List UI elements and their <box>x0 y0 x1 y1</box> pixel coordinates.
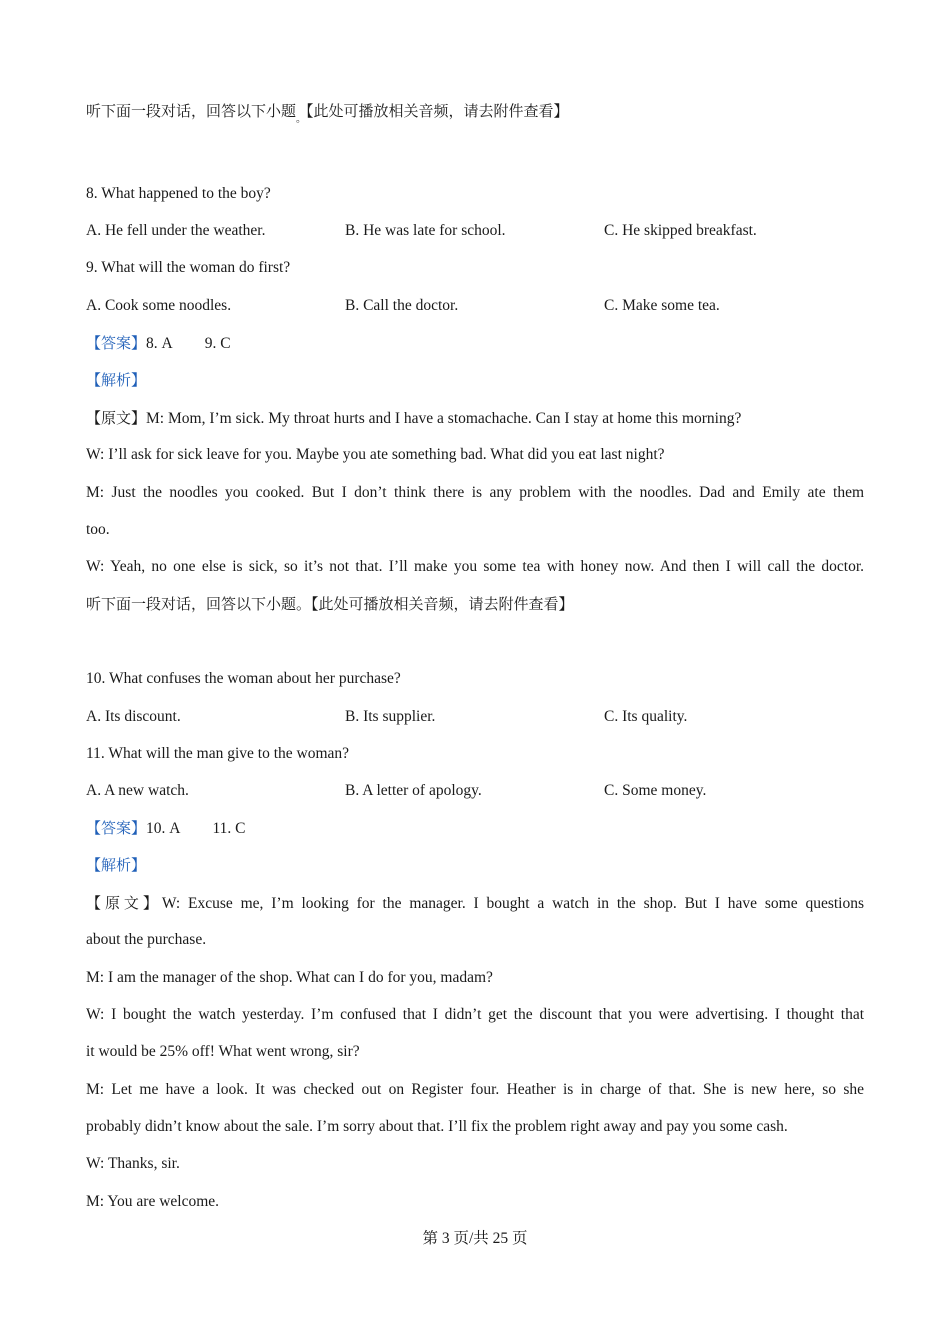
option-a: A. Cook some noodles. <box>86 297 232 314</box>
audio-note: 【此处可播放相关音频，请去附件查看】 <box>306 102 569 120</box>
transcript-line: about the purchase. <box>86 931 207 948</box>
question-10: 10. What confuses the woman about her purchase? <box>86 670 401 687</box>
analysis-label: 【解析】 <box>86 371 147 389</box>
transcript-line: M: You are welcome. <box>86 1193 220 1210</box>
option-c: C. Its quality. <box>604 708 688 725</box>
transcript-line: M: I am the manager of the shop. What can I do for you, madam? <box>86 969 493 986</box>
option-a: A. He fell under the weather. <box>86 222 266 239</box>
transcript-text: W: Excuse me, I’m looking for the manager. I bought a watch in the shop. But I have some questions <box>161 895 864 912</box>
option-b: B. Its supplier. <box>345 708 436 725</box>
option-a: A. A new watch. <box>86 782 189 799</box>
transcript-line: W: Thanks, sir. <box>86 1155 180 1172</box>
answer-label: 【答案】 <box>86 819 147 837</box>
question-8: 8. What happened to the boy? <box>86 185 271 202</box>
transcript-line: W: Yeah, no one else is sick, so it’s not that. I’ll make you some tea with honey now. And then I will call the doctor. <box>86 558 864 575</box>
instruction-dot: 。 <box>296 114 307 125</box>
question-9: 9. What will the woman do first? <box>86 259 291 276</box>
answer-10: 10. A <box>146 820 181 837</box>
question-11: 11. What will the man give to the woman? <box>86 745 350 762</box>
answer-label: 【答案】 <box>86 334 147 352</box>
transcript-label: 【原文】 <box>86 894 162 912</box>
page-footer: 第 3 页/共 25 页 <box>422 1230 528 1247</box>
transcript-line: M: Just the noodles you cooked. But I don’t think there is any problem with the noodles. Dad and Emily ate them <box>86 484 864 501</box>
answer-11: 11. C <box>212 820 246 837</box>
option-b: B. Call the doctor. <box>345 297 459 314</box>
transcript-label: 【原文】 <box>86 409 147 427</box>
transcript-line: W: I’ll ask for sick leave for you. Maybe you ate something bad. What did you eat last night? <box>86 446 665 463</box>
option-b: B. A letter of apology. <box>345 782 482 799</box>
transcript-line <box>86 408 864 429</box>
transcript-text: M: Mom, I’m sick. My throat hurts and I have a stomachache. Can I stay at home this morning? <box>146 410 742 427</box>
transcript-line: M: Let me have a look. It was checked out on Register four. Heather is in charge of that. She is new here, so she <box>86 1081 864 1098</box>
option-a: A. Its discount. <box>86 708 181 725</box>
transcript-line: it would be 25% off! What went wrong, sir? <box>86 1043 360 1060</box>
answer-9: 9. C <box>204 335 231 352</box>
transcript-line: too. <box>86 521 110 538</box>
transcript-line: probably didn’t know about the sale. I’m sorry about that. I’ll fix the problem right away and pay you some cash. <box>86 1118 788 1135</box>
section-instruction <box>86 101 864 130</box>
option-c: C. He skipped breakfast. <box>604 222 757 239</box>
answer-line <box>86 333 864 354</box>
answer-8: 8. A <box>146 335 173 352</box>
answer-line <box>86 818 864 839</box>
instruction-text: 听下面一段对话，回答以下小题 <box>86 102 297 120</box>
analysis-label: 【解析】 <box>86 856 147 874</box>
transcript-line <box>86 893 864 914</box>
option-c: C. Some money. <box>604 782 707 799</box>
option-c: C. Make some tea. <box>604 297 720 314</box>
option-b: B. He was late for school. <box>345 222 506 239</box>
section-instruction: 听下面一段对话，回答以下小题。【此处可播放相关音频，请去附件查看】 <box>86 595 574 613</box>
transcript-line: W: I bought the watch yesterday. I’m confused that I didn’t get the discount that you were advertising. I thought that <box>86 1006 864 1023</box>
